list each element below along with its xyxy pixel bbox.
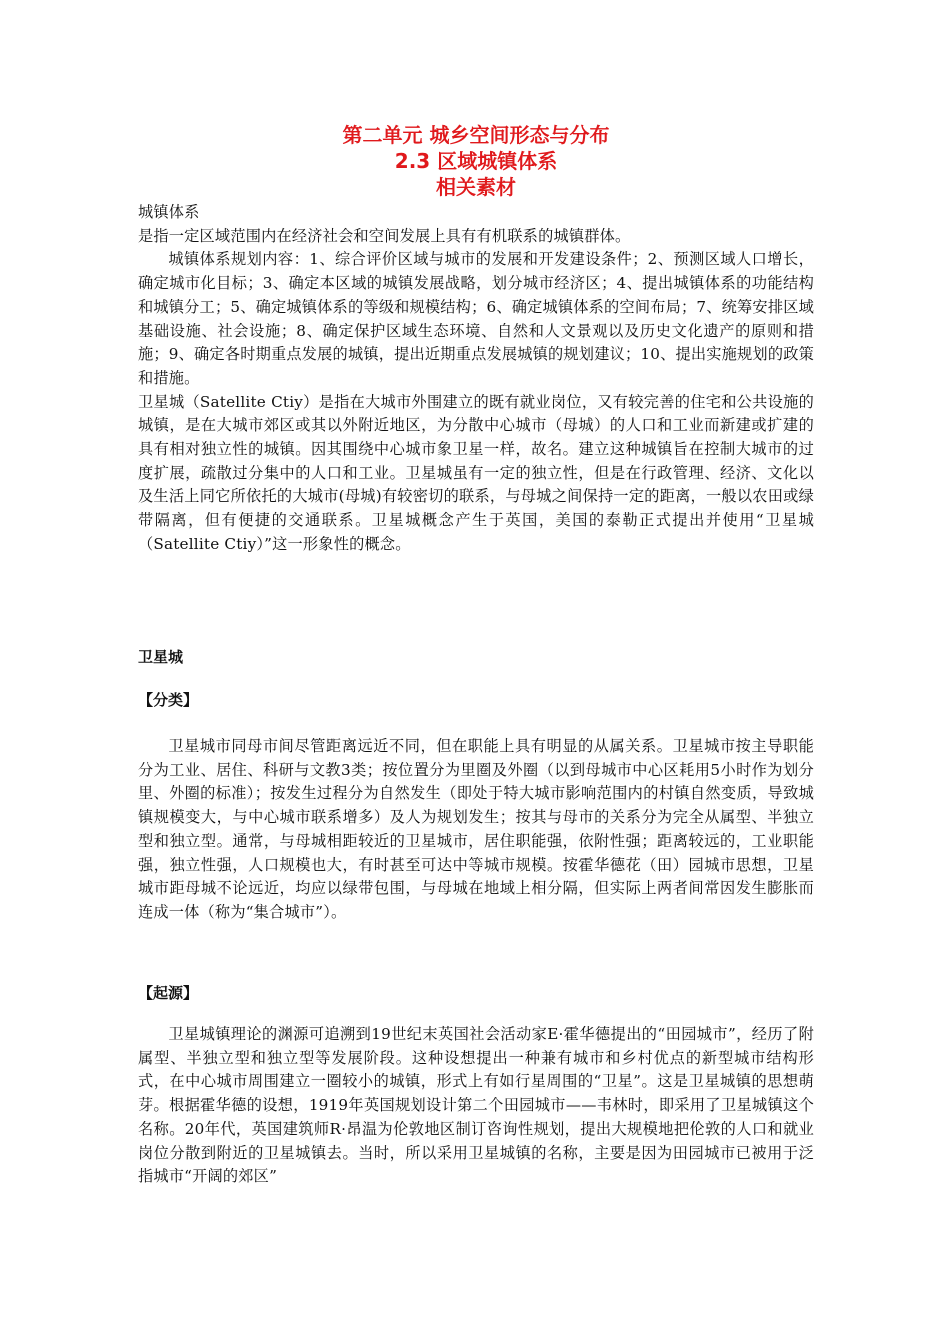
title-section: 2.3 区域城镇体系 <box>394 149 558 173</box>
section-heading: 卫星城 <box>138 648 184 666</box>
document-title <box>138 122 814 200</box>
intro-definition: 是指一定区域范围内在经济社会和空间发展上具有有机联系的城镇群体。 <box>138 226 631 245</box>
classification-heading: 【分类】 <box>138 691 199 709</box>
intro-term: 城镇体系 <box>138 203 200 221</box>
origin-heading: 【起源】 <box>138 984 199 1002</box>
intro-planning-content: 城镇体系规划内容：1、综合评价区域与城市的发展和开发建设条件；2、预测区域人口增长，确定城市化目标；3、确定本区域的城镇发展战略，划分城市经济区；4、提出城镇体系的功能结构和城镇分工；5、确定城镇体系的等级和规模结构；6、确定城镇体系的空间布局；7、统筹安排区域基础设施、社会设施；8、确定保护区域生态环境、自然和人文景观以及历史文化遗产的原则和措施；9、确定各时期重点发展的城镇，提出近期重点发展城镇的规划建议；10、提出实施规划的政策和措施。 <box>138 250 814 387</box>
origin-paragraph <box>138 1023 814 1189</box>
intro-block <box>138 201 814 557</box>
title-materials: 相关素材 <box>436 175 516 199</box>
origin-text: 卫星城镇理论的渊源可追溯到19世纪末英国社会活动家E·霍华德提出的“田园城市”，经历了附属型、半独立型和独立型等发展阶段。这种设想提出一种兼有城市和乡村优点的新型城市结构形式，在中心城市周围建立一圈较小的城镇，形式上有如行星周围的“卫星”。这是卫星城镇的思想萌芽。根据霍华德的设想，1919年英国规划设计第二个田园城市——韦林时，即采用了卫星城镇这个名称。20年代，英国建筑师R·昂温为伦敦地区制订咨询性规划，提出大规模地把伦敦的人口和就业岗位分散到附近的卫星城镇去。当时，所以采用卫星城镇的名称，主要是因为田园城市已被用于泛指城市“开阔的郊区” <box>138 1025 814 1186</box>
intro-satellite-definition: 卫星城（Satellite Ctiy）是指在大城市外围建立的既有就业岗位，又有较完善的住宅和公共设施的城镇，是在大城市郊区或其以外附近地区，为分散中心城市（母城）的人口和工业而新建或扩建的具有相对独立性的城镇。因其围绕中心城市象卫星一样，故名。建立这种城镇旨在控制大城市的过度扩展，疏散过分集中的人口和工业。卫星城虽有一定的独立性，但是在行政管理、经济、文化以及生活上同它所依托的大城市(母城)有较密切的联系，与母城之间保持一定的距离，一般以农田或绿带隔离，但有便捷的交通联系。卫星城概念产生于英国，美国的泰勒正式提出并使用“卫星城（Satellite Ctiy）”这一形象性的概念。 <box>138 392 814 553</box>
classification-paragraph <box>138 735 814 925</box>
classification-text: 卫星城市同母市间尽管距离远近不同，但在职能上具有明显的从属关系。卫星城市按主导职能分为工业、居住、科研与文教3类；按位置分为里圈及外圈（以到母城市中心区耗用5小时作为划分里、外圈的标准）；按发生过程分为自然发生（即处于特大城市影响范围内的村镇自然变质，导致城镇规模变大，与中心城市联系增多）及人为规划发生；按其与母市的关系分为完全从属型、半独立型和独立型。通常，与母城相距较近的卫星城市，居住职能强，依附性强；距离较远的，工业职能强，独立性强，人口规模也大，有时甚至可达中等城市规模。按霍华德花（田）园城市思想，卫星城市距母城不论远近，均应以绿带包围，与母城在地域上相分隔，但实际上两者间常因发生膨胀而连成一体（称为“集合城市”）。 <box>138 737 814 921</box>
title-unit: 第二单元 城乡空间形态与分布 <box>342 123 610 147</box>
